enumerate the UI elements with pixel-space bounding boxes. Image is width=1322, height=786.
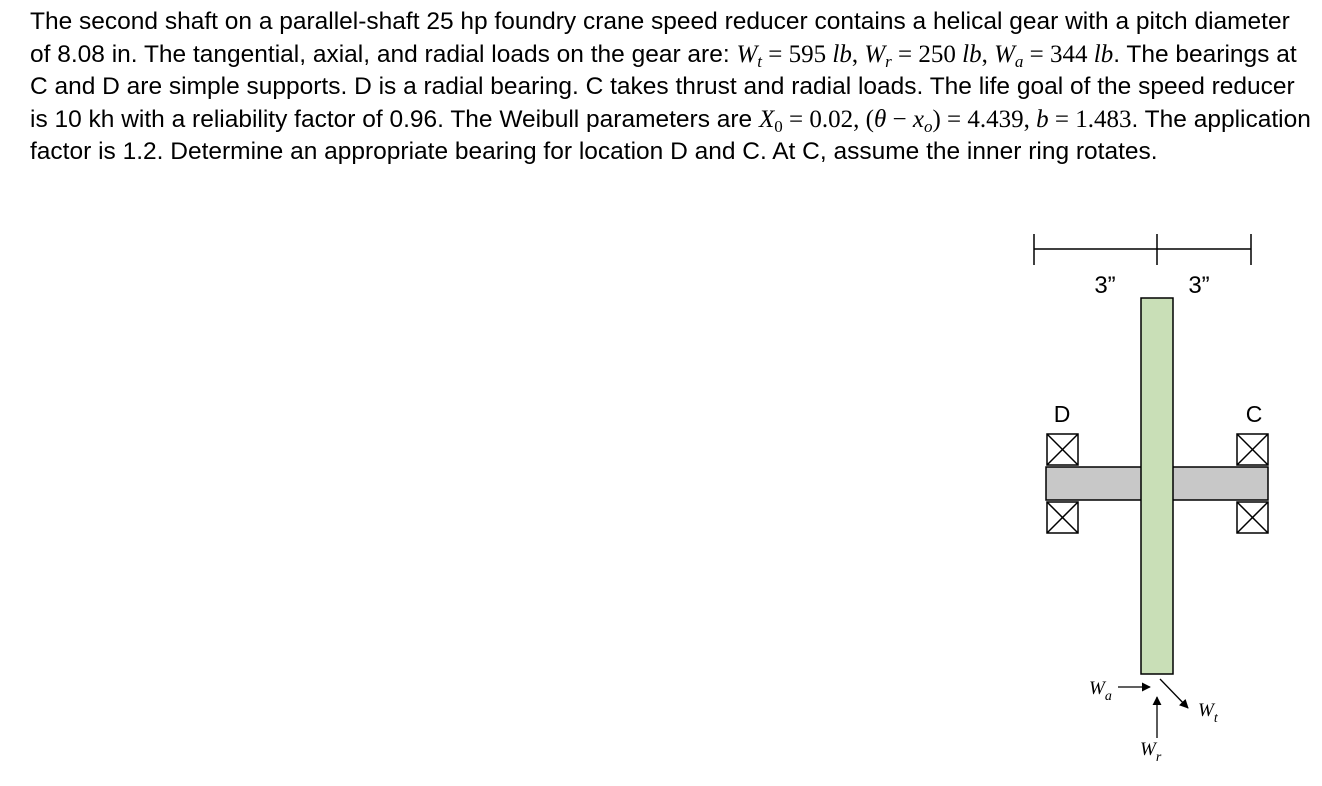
minus-sign: − (886, 105, 913, 133)
bearing-d-label: D (1053, 401, 1071, 427)
helical-gear (1141, 298, 1173, 674)
dimension-label-right: 3” (1188, 272, 1210, 299)
xo-symbol: x (912, 105, 924, 133)
separator: , (851, 40, 865, 68)
bearing-c-label: C (1245, 401, 1263, 427)
dimension-label-left: 3” (1094, 272, 1116, 299)
wr-label-subscript: r (1155, 750, 1162, 765)
dimension-line (1034, 234, 1251, 265)
wa-label-subscript: a (1104, 689, 1112, 704)
wt-label-symbol: W (1198, 700, 1214, 721)
wt-symbol: W (736, 40, 758, 68)
x0-symbol: X (759, 105, 775, 133)
problem-text-1: The second shaft on a parallel-shaft 25 hp foundry crane speed reducer contains a helical gear with a pitch diameter of 8.08 in. The tangential, axial, and radial loads on the gear are: (30, 8, 1290, 68)
wr-unit: lb (962, 40, 982, 68)
wt-label (1198, 700, 1219, 726)
problem-text-3: . The application factor is 1.2. Determine an appropriate bearing for location D and C. At C, assume the inner ring rotates. (30, 105, 1311, 165)
wr-symbol: W (864, 40, 886, 68)
wt-unit: lb (832, 40, 852, 68)
x0-subscript: 0 (774, 116, 783, 136)
b-symbol: b (1036, 105, 1049, 133)
wa-label (1089, 678, 1112, 704)
wr-label-symbol: W (1140, 739, 1156, 760)
wr-label (1140, 739, 1162, 765)
wa-subscript: a (1014, 51, 1024, 71)
separator: , (981, 40, 995, 68)
b-value: = 1.483 (1048, 105, 1132, 133)
wt-subscript: t (757, 51, 763, 71)
wa-label-symbol: W (1089, 678, 1105, 699)
wt-value: = 595 (762, 40, 833, 68)
wr-subscript: r (885, 51, 892, 71)
xo-subscript: o (923, 116, 933, 136)
wt-label-subscript: t (1213, 711, 1218, 726)
x0-value: = 0.02, ( (782, 105, 874, 133)
wa-unit: lb (1093, 40, 1114, 68)
wa-symbol: W (994, 40, 1015, 68)
wr-value: = 250 (891, 40, 963, 68)
theta-value: ) = 4.439, (932, 105, 1037, 133)
wt-arrow (1160, 679, 1188, 708)
problem-text-2: . The bearings at C and D are simple supports. D is a radial bearing. C takes thrust and radial loads. The life goal of the speed reducer is 10 kh with a reliability factor of 0.96. The Weibull parameters are (30, 40, 1297, 133)
wa-value: = 344 (1023, 40, 1094, 68)
theta-symbol: θ (873, 105, 887, 133)
